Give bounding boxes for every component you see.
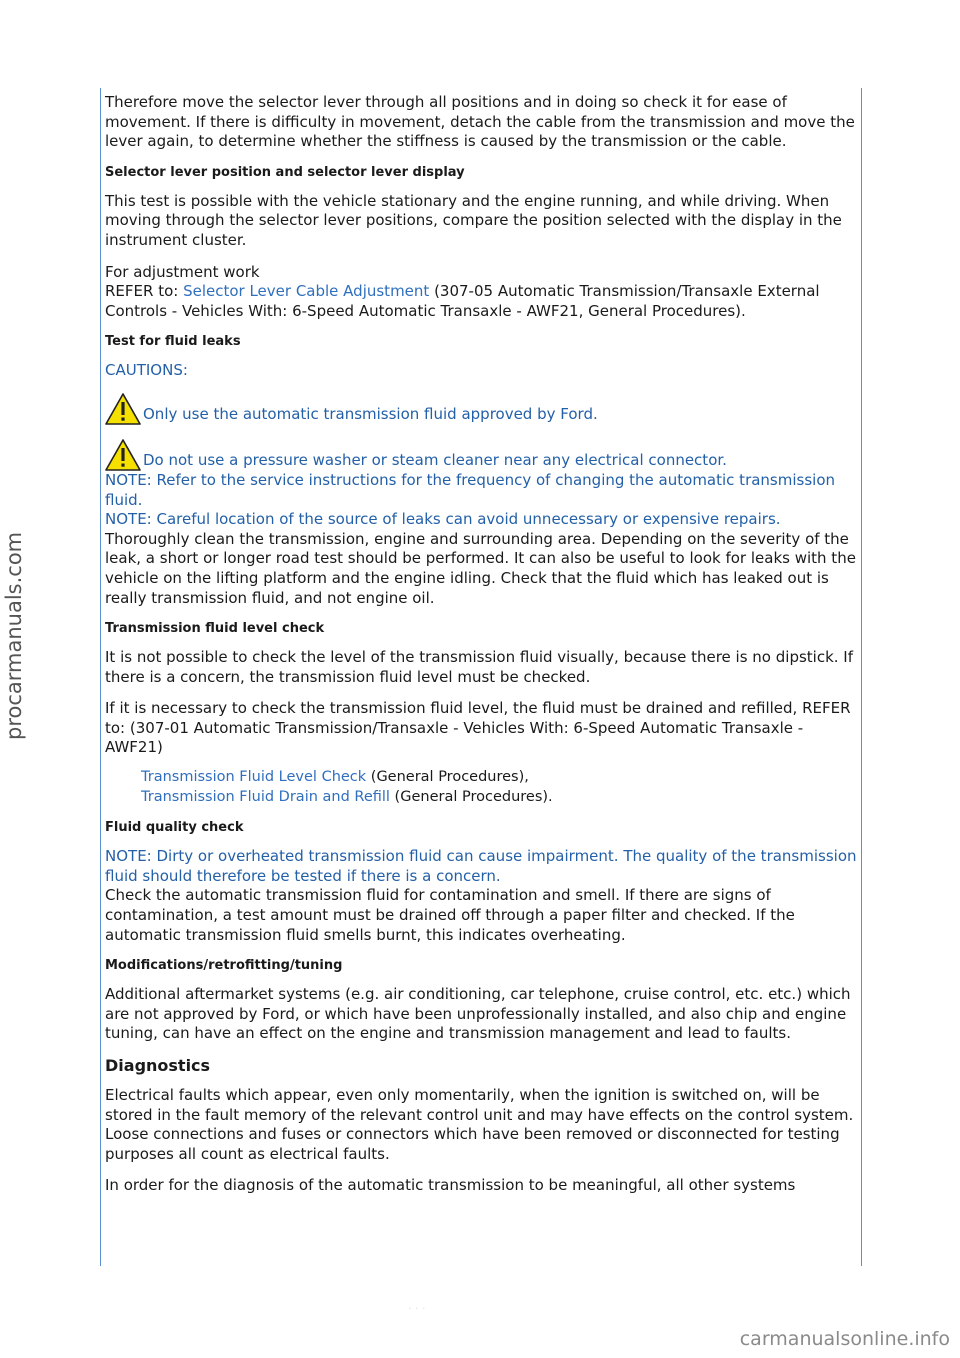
reference-item bbox=[141, 768, 857, 788]
page-number: · · · bbox=[408, 1302, 426, 1315]
refer-suffix: (307-05 Automatic Transmission/Transaxle External Controls - Vehicles With: 6-Speed Automatic Transaxle - AWF21, General Procedures). bbox=[105, 282, 820, 320]
paragraph-contamination: Check the automatic transmission fluid for contamination and smell. If there are signs of contamination, a test amount must be drained off through a paper filter and checked. If the automatic transmission fluid smells burnt, this indicates overheating. bbox=[105, 886, 795, 944]
heading-fluid-leaks: Test for fluid leaks bbox=[105, 334, 241, 350]
heading-selector-display: Selector lever position and selector lever display bbox=[105, 164, 465, 180]
manual-content bbox=[105, 93, 857, 1208]
caution-1 bbox=[105, 393, 857, 425]
paragraph-no-dipstick: It is not possible to check the level of the transmission fluid visually, because there is no dipstick. If there is a concern, the transmission fluid level must be checked. bbox=[105, 648, 854, 686]
heading-fluid-quality: Fluid quality check bbox=[105, 820, 244, 836]
warning-triangle-icon bbox=[105, 393, 141, 425]
footer-watermark[interactable]: carmanualsonline.info bbox=[739, 1328, 950, 1350]
caution-2-text: Do not use a pressure washer or steam cleaner near any electrical connector. bbox=[143, 451, 727, 470]
reference-item bbox=[141, 788, 857, 808]
paragraph-aftermarket: Additional aftermarket systems (e.g. air conditioning, car telephone, cruise control, etc. etc.) which are not approved by Ford, or which have been unprofessionally installed, and also chip and engine tuning, can have an effect on the engine and transmission management and lead to faults. bbox=[105, 985, 851, 1043]
refer-prefix: REFER to: bbox=[105, 282, 184, 301]
heading-diagnostics: Diagnostics bbox=[105, 1056, 211, 1075]
paragraph-leak-test: Thoroughly clean the transmission, engine and surrounding area. Depending on the severity of the leak, a short or longer road test should be performed. It can also be useful to look for leaks with the vehicle on the lifting platform and the engine idling. Check that the fluid which has leaked out is really transmission fluid, and not engine oil. bbox=[105, 529, 856, 607]
heading-modifications: Modifications/retrofitting/tuning bbox=[105, 958, 343, 974]
caution-1-text: Only use the automatic transmission fluid approved by Ford. bbox=[143, 405, 598, 424]
warning-triangle-icon bbox=[105, 439, 141, 471]
paragraph-electrical-faults: Electrical faults which appear, even only momentarily, when the ignition is switched on, will be stored in the fault memory of the relevant control unit and may have effects on the control system. Loose connections and fuses or connectors which have been removed or disconnected for testing purposes all count as electrical faults. bbox=[105, 1086, 854, 1163]
caution-2 bbox=[105, 439, 857, 471]
paragraph-drain-refill: If it is necessary to check the transmission fluid level, the fluid must be drained and refilled, REFER to: (307-01 Automatic Transmission/Transaxle - Vehicles With: 6-Speed Automatic Transaxle - AWF21) bbox=[105, 699, 851, 757]
adjustment-label: For adjustment work bbox=[105, 262, 260, 281]
heading-fluid-level: Transmission fluid level check bbox=[105, 621, 325, 637]
note-fluid-change-frequency: NOTE: Refer to the service instructions for the frequency of changing the automatic transmission fluid. bbox=[105, 470, 836, 509]
paragraph-diagnosis: In order for the diagnosis of the automatic transmission to be meaningful, all other systems bbox=[105, 1176, 796, 1195]
paragraph-selector-movement: Therefore move the selector lever through all positions and in doing so check it for ease of movement. If there is difficulty in movement, detach the cable from the transmission and move the lever again, to determine whether the stiffness is caused by the transmission or the cable. bbox=[105, 93, 855, 151]
link-fluid-drain-refill[interactable]: Transmission Fluid Drain and Refill bbox=[141, 788, 390, 805]
reference-list bbox=[141, 768, 857, 807]
reference-suffix: (General Procedures), bbox=[366, 769, 529, 786]
note-leak-location: NOTE: Careful location of the source of leaks can avoid unnecessary or expensive repairs. bbox=[105, 510, 781, 529]
side-watermark: procarmanuals.com bbox=[2, 531, 26, 740]
reference-suffix: (General Procedures). bbox=[389, 788, 553, 805]
link-selector-lever-cable-adjustment[interactable]: Selector Lever Cable Adjustment bbox=[183, 282, 430, 301]
cautions-label: CAUTIONS: bbox=[105, 361, 188, 380]
link-fluid-level-check[interactable]: Transmission Fluid Level Check bbox=[141, 769, 367, 786]
paragraph-selector-test: This test is possible with the vehicle stationary and the engine running, and while driving. When moving through the selector lever positions, compare the position selected with the display in the instrument cluster. bbox=[105, 191, 842, 249]
note-dirty-fluid: NOTE: Dirty or overheated transmission fluid can cause impairment. The quality of the transmission fluid should therefore be tested if there is a concern. bbox=[105, 847, 857, 885]
paragraph-adjustment-ref bbox=[105, 263, 857, 322]
